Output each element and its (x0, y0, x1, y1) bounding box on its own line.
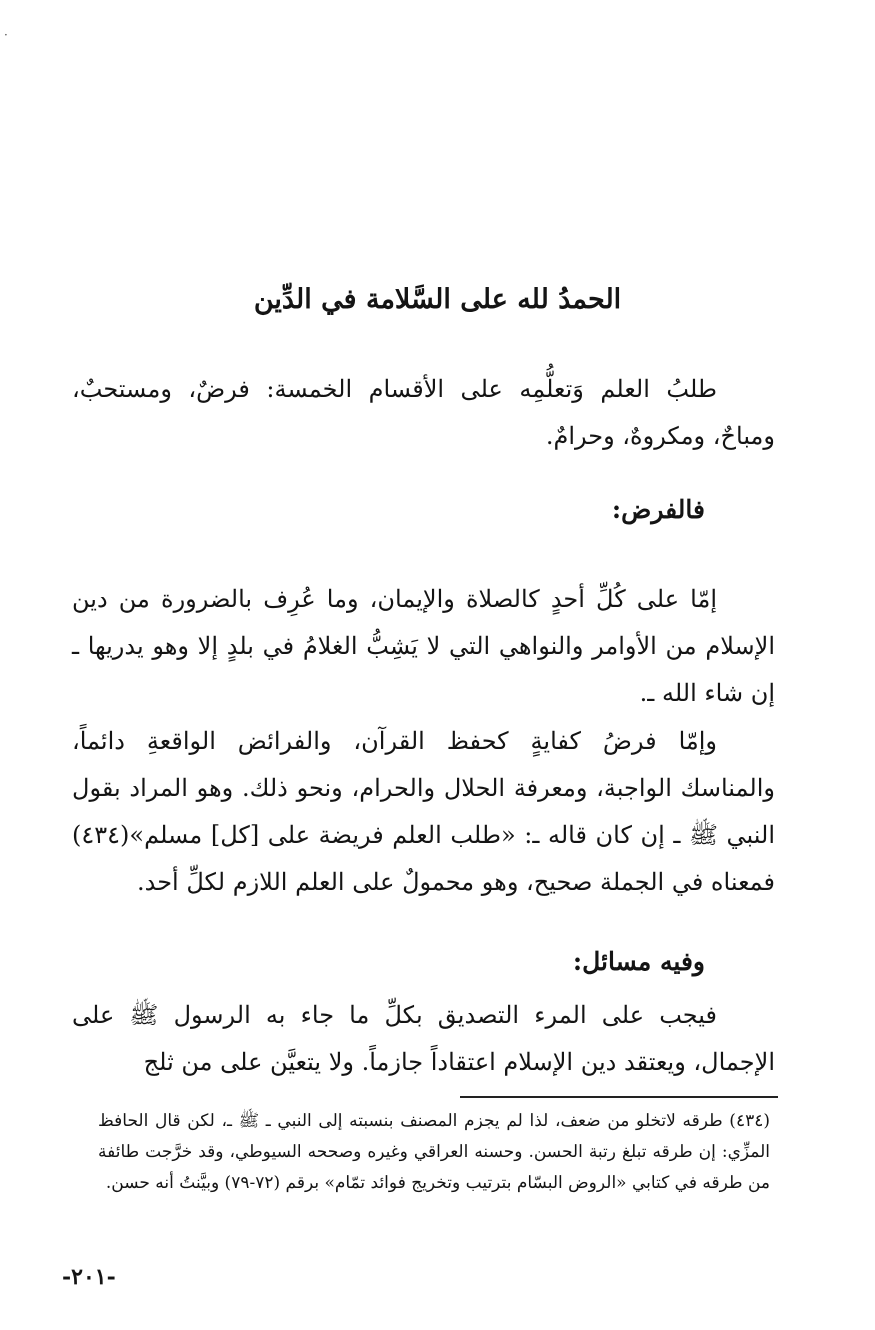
section-heading-masail: وفيه مسائل: (572, 947, 705, 976)
paragraph-intro: طلبُ العلم وَتعلُّمِه على الأقسام الخمسة: فرضٌ، ومستحبٌ، ومباحٌ، ومكروهٌ، وحرامٌ. (72, 375, 775, 450)
page-number: -٢٠١- (62, 1264, 116, 1290)
paragraph-fard-individual: إمّا على كُلِّ أحدٍ كالصلاة والإيمان، وما عُرِف بالضرورة من دين الإسلام من الأوامر والنواهي التي لا يَشِبُّ الغلامُ في بلدٍ إلا وهو يدريها ـ إن شاء الله ـ. (72, 585, 775, 707)
footnote-434: (٤٣٤) طرقه لاتخلو من ضعف، لذا لم يجزم المصنف بنسبته إلى النبي ـ ﷺ ـ، لكن قال الحافظ المزِّي: إن طرقه تبلغ رتبة الحسن. وحسنه العراقي وغيره وصححه السيوطي، وقد خرَّجت طائفة من طرقه في كتابي «الروض البسّام بترتيب وتخريج فوائد تمّام» برقم (٧٢-٧٩) وبيَّنتُ أنه حسن. (98, 1111, 770, 1193)
chapter-heading: الحمدُ لله على السَّلامة في الدِّين (253, 284, 622, 315)
footnote-divider (460, 1096, 778, 1098)
paragraph-fard-kifaya: وإمّا فرضُ كفايةٍ كحفظ القرآن، والفرائض الواقعةِ دائماً، والمناسك الواجبة، ومعرفة الحلال والحرام، ونحو ذلك. وهو المراد بقول النبي ﷺ ـ إن كان قاله ـ: «طلب العلم فريضة على [كل] مسلم»(٤٣٤) فمعناه في الجملة صحيح، وهو محمولٌ على العلم اللازم لكلِّ أحد. (72, 727, 775, 896)
scan-mark: · (4, 28, 8, 42)
section-heading-fard: فالفرض: (611, 495, 705, 524)
paragraph-masail: فيجب على المرء التصديق بكلِّ ما جاء به الرسول ﷺ على الإجمال، ويعتقد دين الإسلام اعتقاداً جازماً. ولا يتعيَّن على من ثلج (72, 1001, 775, 1076)
